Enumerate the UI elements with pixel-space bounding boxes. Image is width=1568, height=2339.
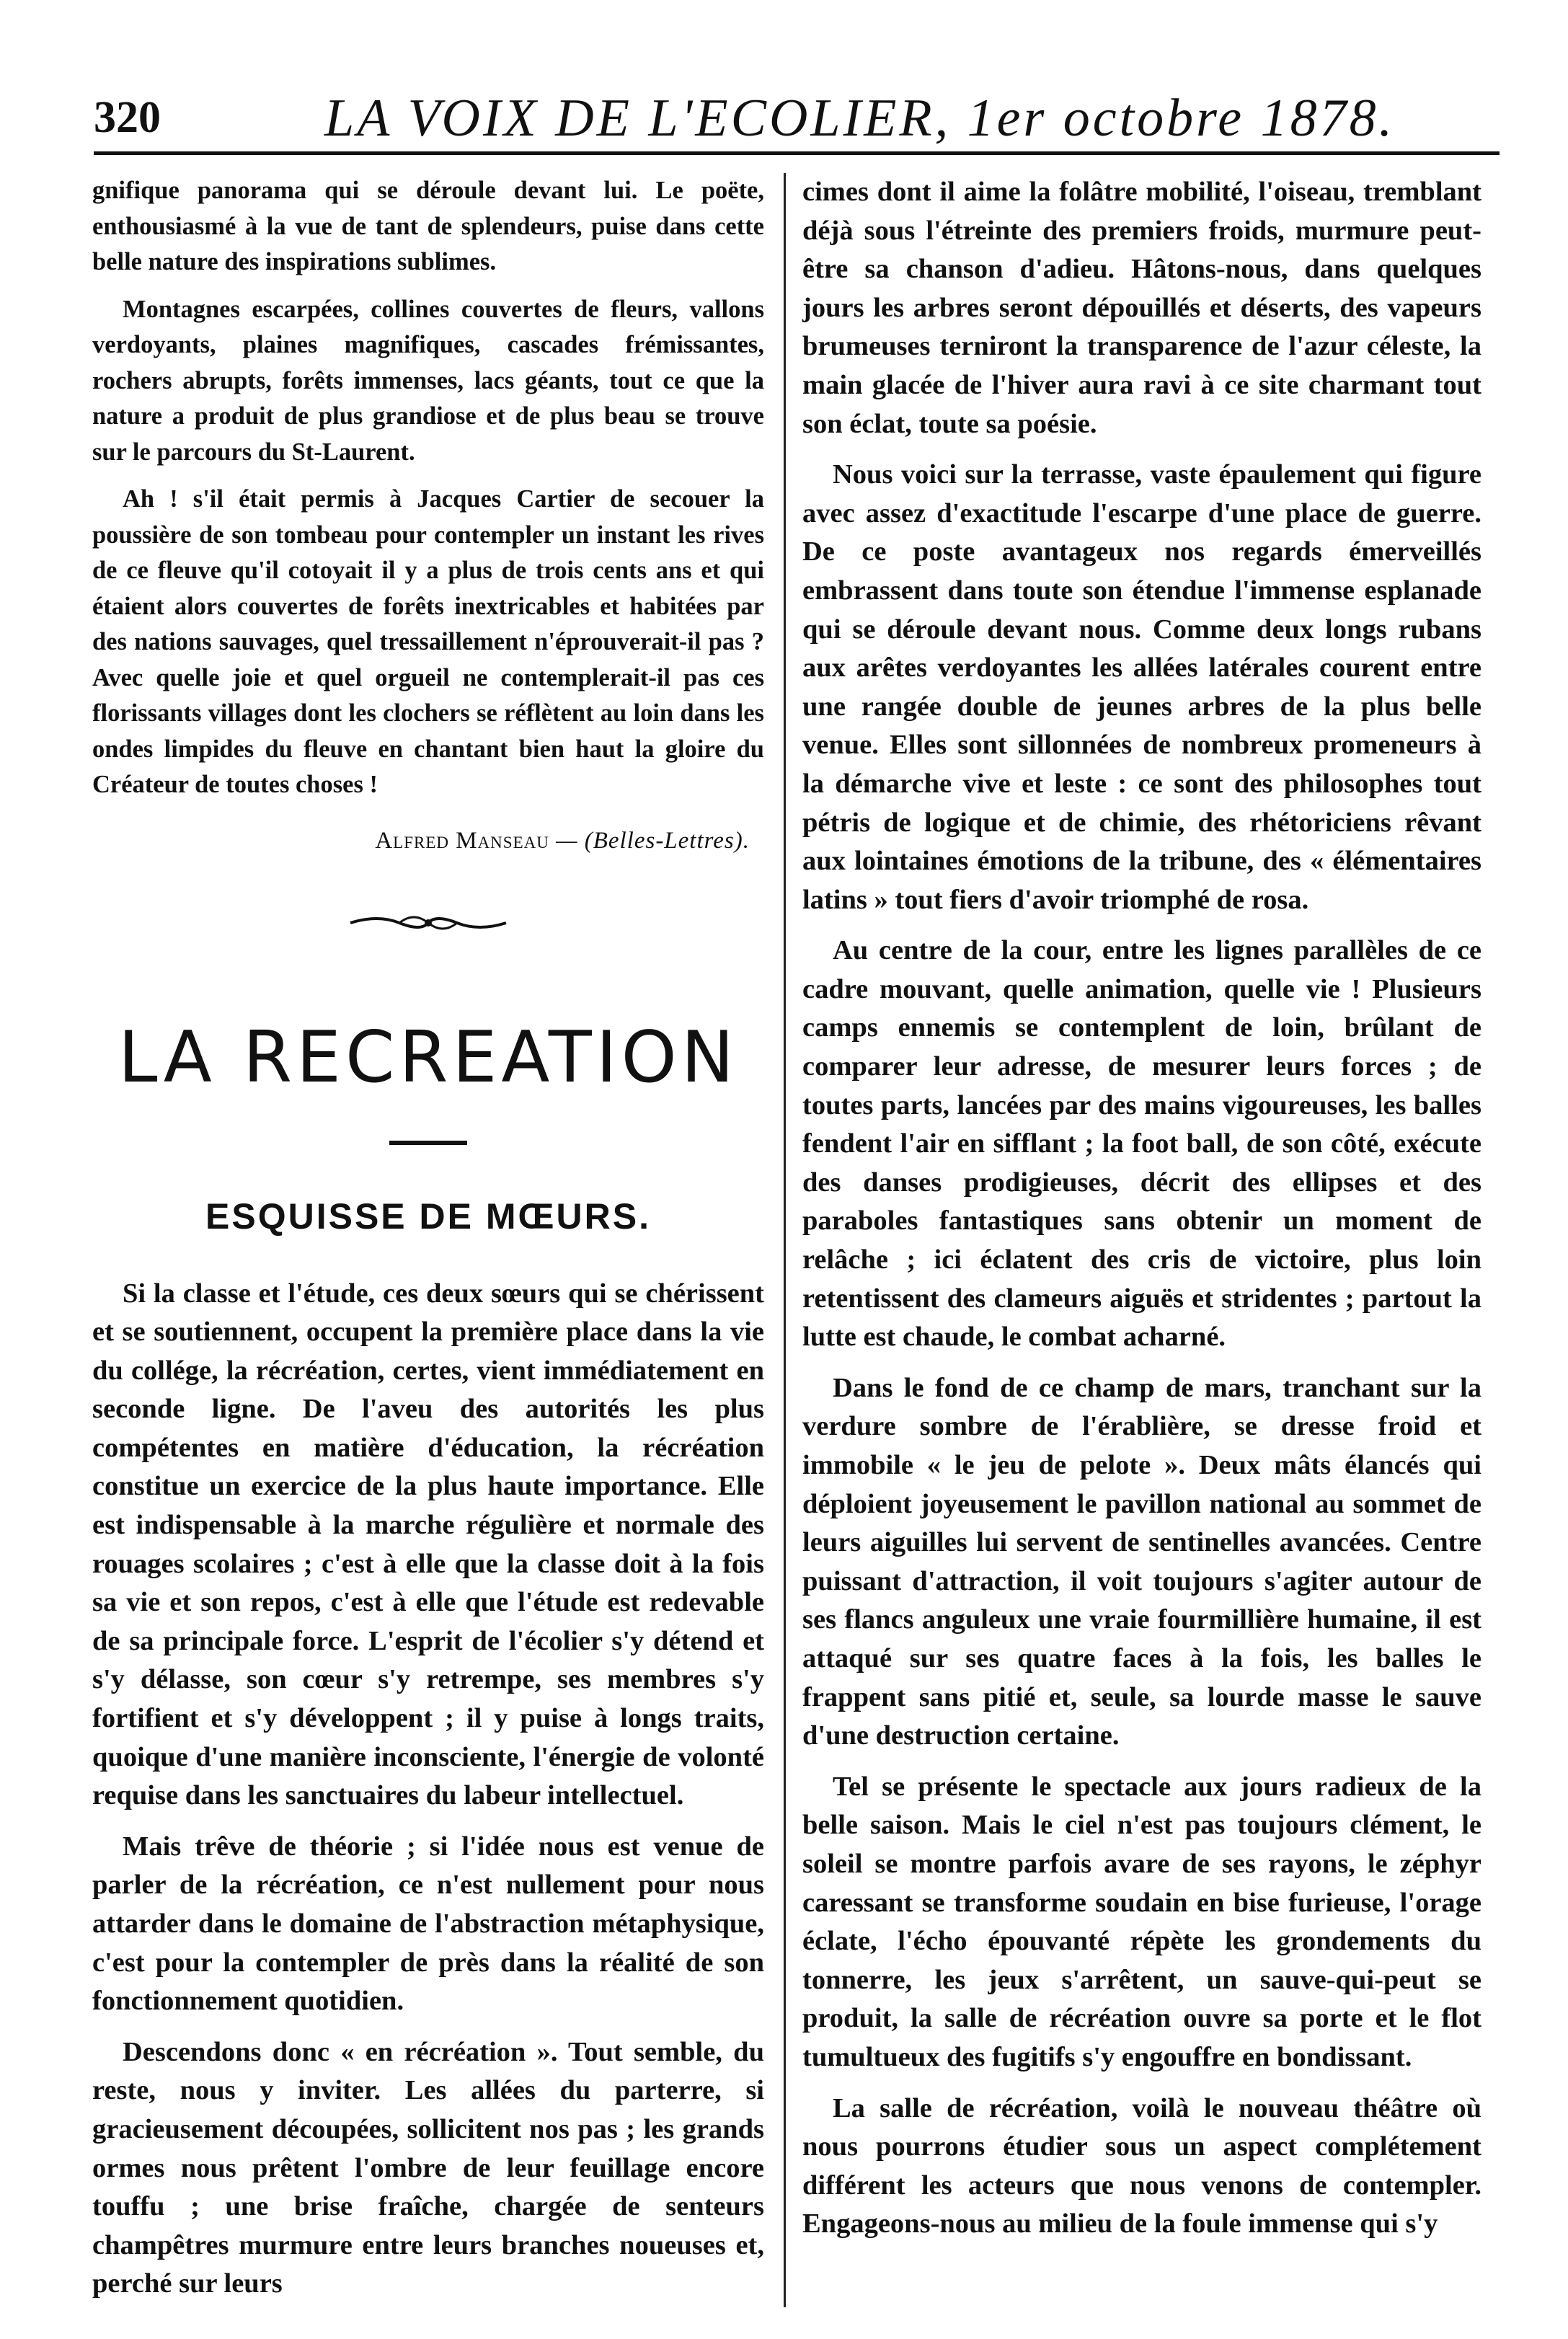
column-divider xyxy=(784,173,786,2307)
signature-source: — (Belles-Lettres). xyxy=(549,827,750,854)
signature-author: Alfred Manseau xyxy=(375,827,549,854)
header-rule xyxy=(94,151,1500,155)
left-paragraph-3: Ah ! s'il était permis à Jacques Cartier de secouer la poussière de son tombeau pour contempler un instant les rives de ce fleuve qu'il cotoyait il y a plus de trois cents ans et qui étaient alors couvertes de forêts inextricables et habitées par des nations sauvages, quel tressaillement n'éprouverait-il pas ? Avec quelle joie et quel orgueil ne contemplerait-il pas ces florissants villages dont les clochers se réflètent au loin dans les ondes limpides du fleuve en chantant bien haut la gloire du Créateur de toutes choses ! xyxy=(92,485,764,798)
section-subtitle: ESQUISSE DE MŒURS. xyxy=(205,1195,651,1237)
running-title: LA VOIX DE L'ECOLIER, 1er octobre 1878. xyxy=(324,89,1396,148)
ornament-divider xyxy=(349,908,508,937)
left-paragraph-2: Montagnes escarpées, collines couvertes de fleurs, vallons verdoyants, plaines magnifiques, cascades frémissantes, rochers abrupts, forêts immenses, lacs géants, tout ce que la nature a produit de plus grandiose et de plus beau se trouve sur le parcours du St-Laurent. xyxy=(92,295,764,466)
section-title: LA RECREATION xyxy=(118,1016,739,1099)
page-number: 320 xyxy=(94,93,161,142)
body-paragraph-2: Mais trêve de théorie ; si l'idée nous est venue de parler de la récréation, ce n'est nullement pour nous attarder dans le domaine de l'abstraction métaphysique, c'est pour la contempler de près dans la réalité de son fonctionnement quotidien. xyxy=(92,1831,764,2017)
article-signature xyxy=(92,823,750,858)
body-paragraph-1: Si la classe et l'étude, ces deux sœurs qui se chérissent et se soutiennent, occupent la première place dans la vie du collége, la récréation, certes, vient immédiatement en seconde ligne. De l'aveu des autorités les plus compétentes en matière d'éducation, la récréation constitue un exercice de la plus haute importance. Elle est indispensable à la marche régulière et normale des rouages scolaires ; c'est à elle que la classe doit à la fois sa vie et son repos, c'est à elle que l'étude est redevable de sa principale force. L'esprit de l'écolier s'y détend et s'y délasse, son cœur s'y retrempe, ses membres s'y fortifient et s'y développent ; il y puise à longs traits, quoique d'une manière inconsciente, l'énergie de volonté requise dans les sanctuaires du labeur intellectuel. xyxy=(92,1278,764,1811)
right-paragraph-2: Nous voici sur la terrasse, vaste épaulement qui figure avec assez d'exactitude l'escarpe d'une place de guerre. De ce poste avantageux nos regards émerveillés embrassent dans toute son étendue l'immense esplanade qui se déroule devant nous. Comme deux longs rubans aux arêtes verdoyantes les allées latérales courent entre une rangée double de jeunes arbres de la plus belle venue. Elles sont sillonnées de nombreux promeneurs à la démarche vive et leste : ce sont des philosophes tout pétris de logique et de chimie, des rhétoriciens rêvant aux lointaines émotions de la tribune, des « élémentaires latins » tout fiers d'avoir triomphé de rosa. xyxy=(802,459,1481,915)
right-paragraph-6: La salle de récréation, voilà le nouveau théâtre où nous pourrons étudier sous un aspect complétement différent les acteurs que nous venons de contempler. Engageons-nous au milieu de la foule immense qui s'y xyxy=(802,2092,1481,2239)
page-header xyxy=(94,88,1500,153)
right-paragraph-4: Dans le fond de ce champ de mars, tranchant sur la verdure sombre de l'érablière, se dresse froid et immobile « le jeu de pelote ». Deux mâts élancés qui déploient joyeusement le pavillon national au sommet de leurs aiguilles lui servent de sentinelles avancées. Centre puissant d'attraction, il voit toujours s'agiter autour de ses flancs anguleux une vraie fourmillière humaine, il est attaqué sur ses quatre faces à la fois, les balles le frappent sans pitié et, seule, sa lourde masse le sauve d'une destruction certaine. xyxy=(802,1372,1481,1751)
right-paragraph-1: cimes dont il aime la folâtre mobilité, l'oiseau, tremblant déjà sous l'étreinte des premiers froids, murmure peut-être sa chanson d'adieu. Hâtons-nous, dans quelques jours les arbres seront dépouillés et déserts, des vapeurs brumeuses terniront la transparence de l'azur céleste, la main glacée de l'hiver aura ravi à ce site charmant tout son éclat, toute sa poésie. xyxy=(802,177,1481,439)
left-paragraph-1: gnifique panorama qui se déroule devant lui. Le poëte, enthousiasmé à la vue de tant de splendeurs, puise dans cette belle nature des inspirations sublimes. xyxy=(92,177,764,275)
body-paragraph-3: Descendons donc « en récréation ». Tout semble, du reste, nous y inviter. Les allées du parterre, si gracieusement découpées, sollicitent nos pas ; les grands ormes nous prêtent l'ombre de leur feuillage encore touffu ; une brise fraîche, chargée de senteurs champêtres murmure entre leurs branches noueuses et, perché sur leurs xyxy=(92,2036,764,2299)
right-paragraph-5: Tel se présente le spectacle aux jours radieux de la belle saison. Mais le ciel n'est pas toujours clément, le soleil se montre parfois avare de ses rayons, le zéphyr caressant se transforme soudain en bise furieuse, l'orage éclate, l'écho épouvanté répète les grondements du tonnerre, les jeux s'arrêtent, un sauve-qui-peut se produit, la salle de récréation ouvre sa porte et le flot tumultueux des fugitifs s'y engouffre en bondissant. xyxy=(802,1771,1481,2072)
right-paragraph-3: Au centre de la cour, entre les lignes parallèles de ce cadre mouvant, quelle animation, quelle vie ! Plusieurs camps ennemis se contemplent de loin, brûlant de comparer leur adresse, de mesurer leurs forces ; de toutes parts, lancées par des mains vigoureuses, les balles fendent l'air en sifflant ; la foot ball, de son côté, exécute des danses prodigieuses, décrit des ellipses et des paraboles fantastiques sans obtenir un moment de relâche ; ici éclatent des cris de victoire, plus loin retentissent des clameurs aiguës et stridentes ; partout la lutte est chaude, le combat acharné. xyxy=(802,935,1481,1353)
title-rule xyxy=(389,1141,467,1145)
left-column xyxy=(92,173,764,2316)
right-column xyxy=(802,173,1481,2256)
